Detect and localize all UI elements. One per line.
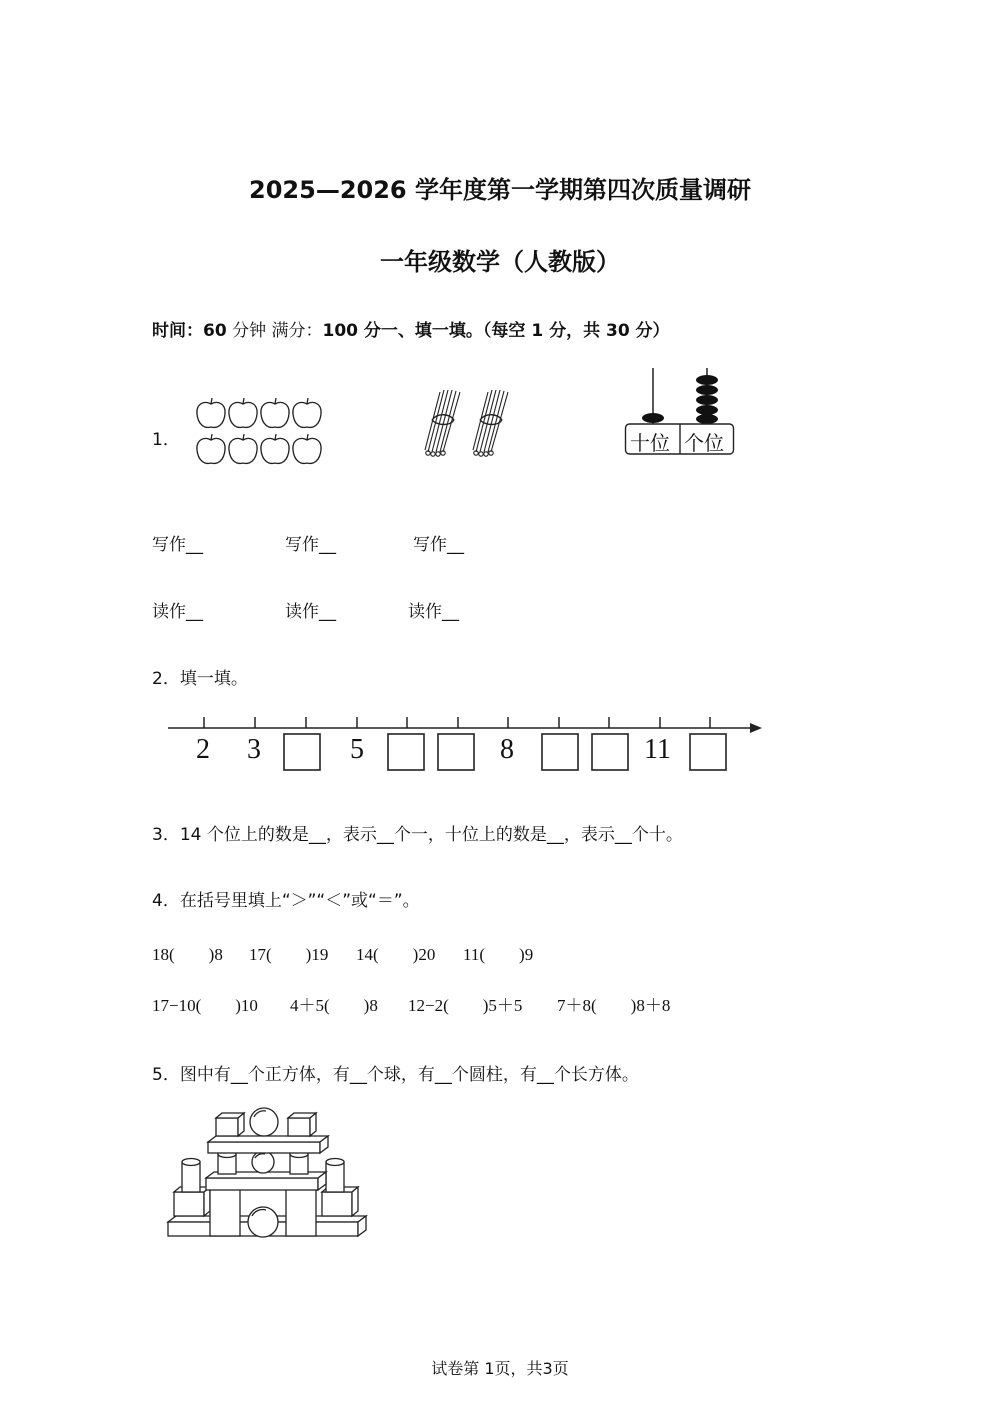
stick-bundles-picture — [420, 386, 512, 460]
score-value: 100 — [322, 321, 358, 341]
apple-icon — [197, 398, 225, 427]
read-label: 读作__ — [152, 602, 203, 622]
write-label: 写作__ — [152, 535, 203, 555]
compare-item: 11( )9 — [463, 945, 534, 964]
page-subtitle: 一年级数学（人教版） — [380, 248, 620, 276]
abacus-bead-icon — [696, 395, 718, 405]
abacus-bead-icon — [696, 414, 718, 424]
answer-box — [542, 734, 578, 770]
compare-item: 7＋8( )8＋8 — [557, 996, 671, 1015]
answer-box — [592, 734, 628, 770]
cube-icon — [174, 1192, 204, 1216]
apple-icon — [197, 434, 225, 463]
page-title: 2025—2026 学年度第一学期第四次质量调研 — [249, 176, 751, 204]
apple-icon — [261, 398, 289, 427]
write-label: 写作__ — [413, 535, 464, 555]
ball-icon — [250, 1108, 278, 1136]
apple-icon — [229, 434, 257, 463]
cylinder-icon — [326, 1162, 344, 1192]
cube-icon — [216, 1118, 238, 1136]
apple-icon — [293, 398, 321, 427]
compare-item: 14( )20 — [356, 945, 436, 964]
abacus-picture — [624, 368, 736, 458]
stick-bundle-icon — [473, 390, 508, 456]
compare-item: 4＋5( )8 — [290, 996, 378, 1015]
compare-item: 17( )19 — [249, 945, 329, 964]
time-unit: 分钟 满分： — [226, 321, 323, 341]
page-footer: 试卷第 1页，共3页 — [431, 1359, 569, 1378]
number-label: 11 — [644, 734, 671, 765]
ball-icon — [252, 1151, 274, 1173]
cuboid-icon — [206, 1178, 318, 1190]
abacus-bead-icon — [696, 385, 718, 395]
apples-picture — [194, 396, 326, 468]
number-label: 3 — [247, 734, 261, 765]
ball-icon — [248, 1207, 278, 1237]
answer-box — [284, 734, 320, 770]
q2-prompt: 2．填一填。 — [152, 669, 248, 689]
read-label: 读作__ — [285, 602, 336, 622]
time-label: 时间： — [152, 321, 203, 341]
cuboid-icon — [208, 1142, 320, 1153]
q1-number: 1． — [152, 430, 180, 450]
arrow-icon — [750, 723, 762, 733]
abacus-label-ones: 个位 — [684, 431, 724, 455]
apple-icon — [293, 434, 321, 463]
answer-box — [388, 734, 424, 770]
stick-bundle-icon — [425, 390, 460, 456]
answer-box — [438, 734, 474, 770]
abacus-bead-icon — [696, 375, 718, 385]
building-blocks-picture — [162, 1104, 370, 1242]
apple-icon — [229, 398, 257, 427]
compare-item: 12−2( )5＋5 — [408, 996, 523, 1015]
compare-item: 18( )8 — [152, 945, 223, 964]
number-label: 5 — [350, 734, 364, 765]
abacus-bead-icon — [642, 413, 664, 423]
number-label: 2 — [196, 734, 210, 765]
abacus-bead-icon — [696, 405, 718, 415]
read-label: 读作__ — [408, 602, 459, 622]
answer-box — [690, 734, 726, 770]
q5-prompt: 5．图中有__个正方体，有__个球，有__个圆柱，有__个长方体。 — [152, 1065, 639, 1085]
abacus-label-tens: 十位 — [630, 431, 670, 455]
section-heading: 分一、填一填。（每空 1 分，共 30 分） — [357, 321, 670, 341]
number-line — [166, 712, 766, 776]
cube-icon — [322, 1192, 352, 1216]
number-label: 8 — [500, 734, 514, 765]
exam-info — [152, 316, 670, 341]
apple-icon — [261, 434, 289, 463]
q4-prompt: 4．在括号里填上“＞”“＜”或“＝”。 — [152, 891, 420, 911]
cylinder-icon — [182, 1162, 200, 1192]
compare-item: 17−10( )10 — [152, 996, 258, 1015]
q3-prompt: 3．14 个位上的数是__，表示__个一，十位上的数是__，表示__个十。 — [152, 825, 683, 845]
cube-icon — [288, 1118, 310, 1136]
time-value: 60 — [203, 321, 227, 341]
write-label: 写作__ — [285, 535, 336, 555]
